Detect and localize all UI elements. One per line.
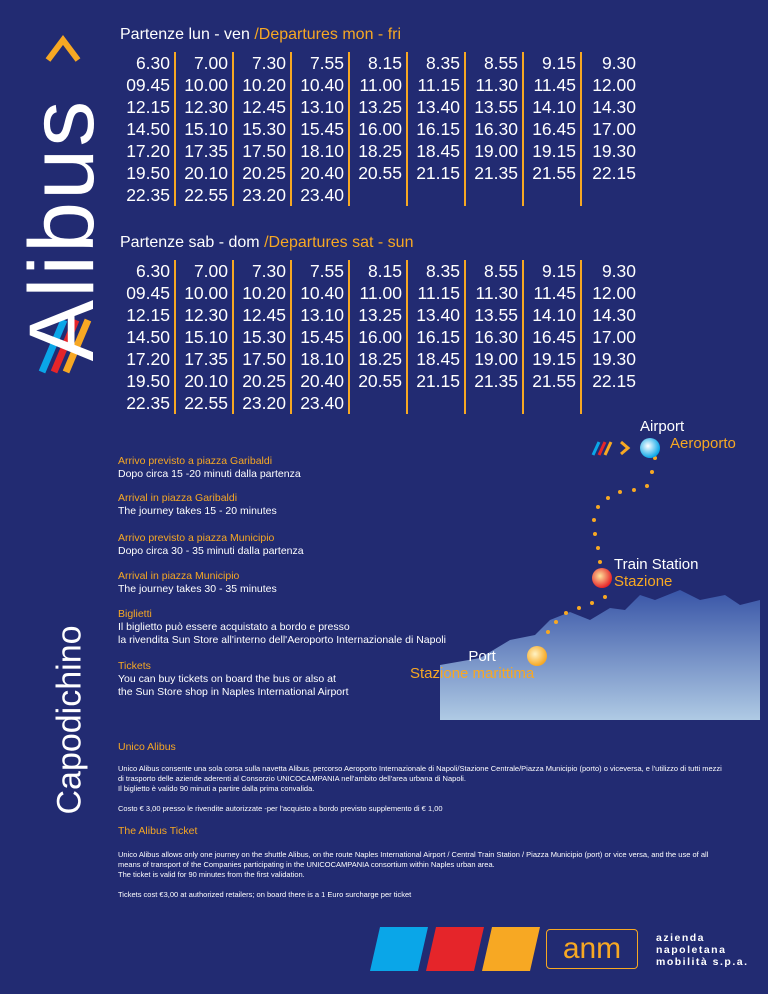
departure-time: 19.30 [592,349,636,369]
departure-time: 20.25 [242,163,286,183]
departure-time: 8.35 [425,53,460,73]
anm-stripes-logo [370,927,546,971]
weekend-title-en: /Departures sat - sun [264,234,414,251]
departure-time: 21.15 [416,371,460,391]
departure-time: 20.55 [358,163,402,183]
departure-time: 23.40 [300,185,344,205]
departure-time: 15.10 [184,327,228,347]
departure-time: 12.30 [184,305,228,325]
departure-time: 18.45 [416,141,460,161]
departure-time: 19.15 [532,349,576,369]
departure-time: 19.00 [474,349,518,369]
timetable-column [292,260,350,414]
departure-time: 8.55 [483,53,518,73]
departure-time: 10.40 [300,75,344,95]
departure-time: 14.30 [592,305,636,325]
departure-time: 09.45 [126,283,170,303]
info-text: The journey takes 15 - 20 minutes [118,505,277,517]
brand-caption: Capodichino [50,625,89,815]
airport-label-it: Aeroporto [670,435,736,452]
port-label-it: Stazione marittima [410,665,535,682]
company-name [656,932,749,968]
departure-time: 12.15 [126,97,170,117]
departure-time: 22.35 [126,393,170,413]
timetable-column [118,260,176,414]
timetable-column [292,52,350,206]
info-municipio-en [118,570,277,596]
departure-time: 20.40 [300,163,344,183]
station-label-en: Train Station [614,556,699,573]
departure-time: 18.25 [358,349,402,369]
departure-time: 17.00 [592,119,636,139]
info-garibaldi-it [118,455,301,481]
departure-time: 11.45 [533,75,576,95]
departure-time: 15.10 [184,119,228,139]
departure-time: 19.00 [474,141,518,161]
departure-time: 8.15 [367,53,402,73]
unico-p1b: Il biglietto è valido 90 minuti a partire dalla prima convalida. [118,784,315,793]
departure-time: 13.25 [358,97,402,117]
departure-time: 10.20 [242,75,286,95]
departure-time: 14.10 [532,97,576,117]
timetable-column [176,260,234,414]
departure-time: 22.35 [126,185,170,205]
timetable-column [234,260,292,414]
departure-time: 16.45 [532,119,576,139]
departure-time: 7.55 [309,53,344,73]
departure-time: 21.55 [532,163,576,183]
info-text: Dopo circa 30 - 35 minuti dalla partenza [118,545,304,557]
departure-time: 14.50 [126,119,170,139]
departure-time: 8.55 [483,261,518,281]
departure-time: 10.00 [184,283,228,303]
departure-time: 6.30 [135,261,170,281]
departure-time: 17.35 [184,349,228,369]
departure-time: 13.40 [416,305,460,325]
departure-time: 22.15 [592,371,636,391]
ticket-en-p1b: The ticket is valid for 90 minutes from the first validation. [118,870,305,879]
departure-time: 19.30 [592,141,636,161]
station-label [614,556,699,590]
departure-time: 11.45 [533,283,576,303]
timetable-column [118,52,176,206]
departure-time: 20.40 [300,371,344,391]
departure-time: 20.10 [184,371,228,391]
anm-logo-text: anm [562,932,622,965]
info-heading: Arrivo previsto a piazza Municipio [118,532,275,544]
timetable-column [234,52,292,206]
departure-time: 12.00 [592,75,636,95]
departure-time: 11.15 [417,283,460,303]
departure-time: 18.45 [416,349,460,369]
company-line: azienda [656,932,706,944]
departure-time: 16.15 [416,327,460,347]
departure-time: 11.00 [359,75,402,95]
info-biglietti [118,608,446,647]
weekend-timetable [118,260,640,414]
departure-time: 13.10 [300,97,344,117]
departure-time: 12.15 [126,305,170,325]
departure-time: 9.30 [601,53,636,73]
departure-time: 21.15 [416,163,460,183]
airport-label [640,418,736,452]
weekday-timetable [118,52,640,206]
weekday-title-en: /Departures mon - fri [254,26,402,43]
departure-time: 13.55 [474,305,518,325]
departure-time: 22.55 [184,393,228,413]
weekday-title-it: Partenze lun - ven [120,26,250,43]
info-line: la rivendita Sun Store all'interno dell'Aeroporto Internazionale di Napoli [118,634,446,646]
departure-time: 13.40 [416,97,460,117]
station-bubble [592,568,612,588]
departure-time: 21.55 [532,371,576,391]
timetable-column [408,260,466,414]
departure-time: 17.20 [126,349,170,369]
departure-time: 11.30 [475,283,518,303]
info-text: Dopo circa 15 -20 minuti dalla partenza [118,468,301,480]
departure-time: 21.35 [474,371,518,391]
timetable-column [350,260,408,414]
departure-time: 12.45 [242,305,286,325]
departure-time: 16.30 [474,327,518,347]
departure-time: 9.30 [601,261,636,281]
departure-time: 17.20 [126,141,170,161]
departure-time: 14.10 [532,305,576,325]
station-label-it: Stazione [614,573,673,590]
departure-time: 9.15 [541,261,576,281]
departure-time: 17.35 [184,141,228,161]
ticket-en-paragraph [118,850,728,900]
departure-time: 11.00 [359,283,402,303]
departure-time: 19.15 [532,141,576,161]
departure-time: 13.25 [358,305,402,325]
unico-title: Unico Alibus [118,741,176,753]
departure-time: 14.50 [126,327,170,347]
timetable-column [176,52,234,206]
departure-time: 22.15 [592,163,636,183]
info-heading: Biglietti [118,608,152,620]
info-line: Il biglietto può essere acquistato a bordo e presso [118,621,350,633]
departure-time: 16.45 [532,327,576,347]
unico-p2: Costo € 3,00 presso le rivendite autorizzate -per l'acquisto a bordo previsto supplemento di € 1,00 [118,804,443,813]
departure-time: 7.00 [193,53,228,73]
ticket-en-p2: Tickets cost €3,00 at authorized retailers; on board there is a 1 Euro surcharge per ticket [118,890,412,899]
anm-logo [546,929,638,969]
departure-time: 19.50 [126,371,170,391]
info-line: You can buy tickets on board the bus or also at [118,673,336,685]
departure-time: 16.00 [358,119,402,139]
departure-time: 13.55 [474,97,518,117]
departure-time: 7.30 [251,261,286,281]
departure-time: 17.00 [592,327,636,347]
airport-label-en: Airport [640,418,685,435]
departure-time: 8.15 [367,261,402,281]
weekend-title-it: Partenze sab - dom [120,234,260,251]
departure-time: 7.00 [193,261,228,281]
departure-time: 11.15 [417,75,460,95]
company-line: mobilità s.p.a. [656,956,749,968]
alibus-brand [11,20,113,390]
departure-time: 15.45 [300,327,344,347]
departure-time: 16.15 [416,119,460,139]
unico-p1: Unico Alibus consente una sola corsa sulla navetta Alibus, percorso Aeroporto Internazionale di Napoli/Stazione Centrale/Piazza Municipio (porto) o viceversa, e l'utilizzo di tutti mezzi di trasporto delle aziende aderenti al Consorzio UNICOCAMPANIA nell'ambito dell'area urbana di Napoli. [118,764,722,783]
departure-time: 12.30 [184,97,228,117]
info-tickets [118,660,349,699]
departure-time: 23.40 [300,393,344,413]
unico-paragraph [118,764,728,814]
departure-time: 12.00 [592,283,636,303]
timetable-column [582,52,640,206]
departure-time: 7.55 [309,261,344,281]
departure-time: 11.30 [475,75,518,95]
company-line: napoletana [656,944,727,956]
departure-time: 18.25 [358,141,402,161]
departure-time: 14.30 [592,97,636,117]
departure-time: 16.00 [358,327,402,347]
weekday-title [120,26,401,44]
departure-time: 10.20 [242,283,286,303]
timetable-column [524,260,582,414]
departure-time: 15.30 [242,119,286,139]
departure-time: 18.10 [300,349,344,369]
brand-name: Alibus [11,98,113,362]
departure-time: 17.50 [242,141,286,161]
departure-time: 15.30 [242,327,286,347]
departure-time: 16.30 [474,119,518,139]
departure-time: 10.00 [184,75,228,95]
departure-time: 10.40 [300,283,344,303]
departure-time: 22.55 [184,185,228,205]
info-garibaldi-en [118,492,277,518]
departure-time: 6.30 [135,53,170,73]
departure-time: 13.10 [300,305,344,325]
departure-time: 12.45 [242,97,286,117]
departure-time: 20.25 [242,371,286,391]
timetable-column [524,52,582,206]
timetable-column [350,52,408,206]
timetable-column [408,52,466,206]
weekend-title [120,234,413,252]
info-heading: Arrival in piazza Garibaldi [118,492,238,504]
departure-time: 7.30 [251,53,286,73]
info-municipio-it [118,532,304,558]
info-heading: Arrival in piazza Municipio [118,570,240,582]
departure-time: 8.35 [425,261,460,281]
departure-time: 19.50 [126,163,170,183]
ticket-en-p1: Unico Alibus allows only one journey on the shuttle Alibus, on the route Naples International Airport / Central Train Station / Piazza Municipio (port) or vice versa, and the use of all means of transport of the Companies participating in the UNICOCAMPANIA consortium within Naples urban area. [118,850,709,869]
departure-time: 20.10 [184,163,228,183]
departure-time: 23.20 [242,185,286,205]
info-text: The journey takes 30 - 35 minutes [118,583,277,595]
info-line: the Sun Store shop in Naples International Airport [118,686,349,698]
departure-time: 09.45 [126,75,170,95]
departure-time: 15.45 [300,119,344,139]
timetable-column [466,52,524,206]
info-heading: Tickets [118,660,151,672]
departure-time: 9.15 [541,53,576,73]
departure-time: 21.35 [474,163,518,183]
port-label [410,648,534,682]
port-label-en: Port [468,648,496,665]
departure-time: 20.55 [358,371,402,391]
departure-time: 23.20 [242,393,286,413]
departure-time: 17.50 [242,349,286,369]
timetable-column [582,260,640,414]
info-heading: Arrivo previsto a piazza Garibaldi [118,455,273,467]
departure-time: 18.10 [300,141,344,161]
timetable-column [466,260,524,414]
ticket-en-title: The Alibus Ticket [118,825,198,837]
